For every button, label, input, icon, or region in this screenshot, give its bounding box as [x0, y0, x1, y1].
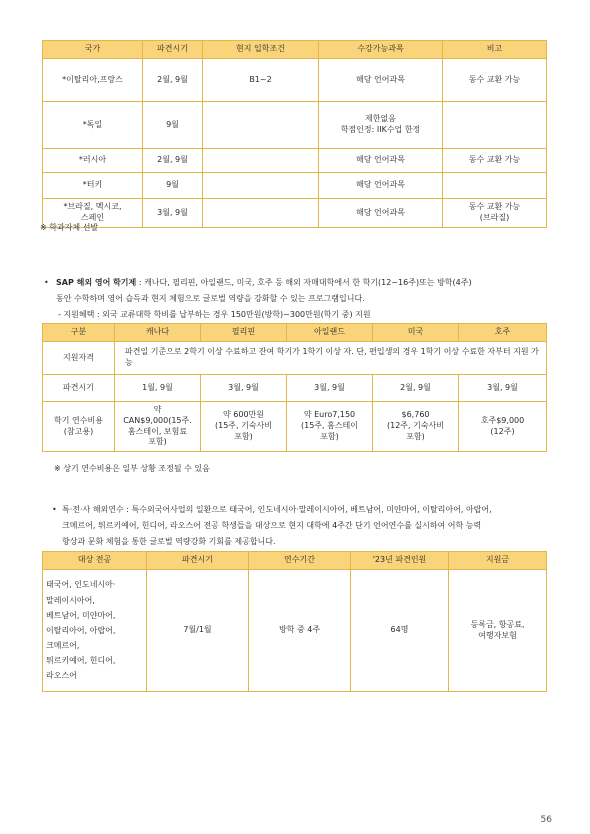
special-training-table	[42, 551, 547, 692]
special-paragraph	[52, 502, 552, 550]
table2-header: 구분	[43, 324, 115, 342]
table-row	[43, 342, 547, 375]
table2-note: ※ 상기 연수비용은 일부 상황 조정될 수 있음	[54, 464, 210, 473]
qualification-cell: 파견일 기준으로 2학기 이상 수료하고 잔여 학기가 1학기 이상 자. 단, 편입생의 경우 1학기 이상 수료한 자부터 지원 가능	[115, 342, 547, 375]
table-cell: 약 600만원 (15주, 기숙사비 포함)	[201, 402, 287, 452]
table1-header: 비고	[443, 41, 547, 59]
table-cell: 7월/1월	[147, 570, 249, 692]
table-row	[43, 199, 547, 228]
table-cell: 해당 언어과목	[319, 59, 443, 102]
table3-header: 지원금	[449, 552, 547, 570]
table-cell: 동수 교환 가능 (브라질)	[443, 199, 547, 228]
table-cell: 9월	[143, 173, 203, 199]
table-row	[43, 375, 547, 402]
table-cell: 3월, 9월	[143, 199, 203, 228]
table-cell: 태국어, 인도네시아· 말레이시아어, 베트남어, 미얀마어, 이탈리아어, 아랍어, 크메르어, 튀르키예어, 힌디어, 라오스어	[43, 570, 147, 692]
table-cell: 동수 교환 가능	[443, 149, 547, 173]
sap-description: : 캐나다, 필리핀, 아일랜드, 미국, 호주 등 해외 자매대학에서 한 학기(12~16주)또는 방학(4주)	[136, 278, 472, 287]
exchange-country-table	[42, 40, 547, 228]
table2-header: 호주	[459, 324, 547, 342]
table3-header: 대상 전공	[43, 552, 147, 570]
special-line3: 향상과 문화 체험을 통한 글로벌 역량강화 기회를 제공합니다.	[62, 537, 276, 546]
table-cell: 3월, 9월	[459, 375, 547, 402]
table-cell	[203, 173, 319, 199]
row-label: 학기 연수비용 (참고용)	[43, 402, 115, 452]
table-row	[43, 402, 547, 452]
sap-description-line2: 동안 수학하며 영어 습득과 현지 체험으로 글로벌 역량을 강화할 수 있는 프로그램입니다.	[56, 294, 365, 303]
table-row	[43, 59, 547, 102]
table-cell	[443, 173, 547, 199]
table-cell: *러시아	[43, 149, 143, 173]
table-cell: 2월, 9월	[143, 59, 203, 102]
table3-header: '23년 파견인원	[351, 552, 449, 570]
table-cell: 해당 언어과목	[319, 149, 443, 173]
table-row	[43, 149, 547, 173]
table1-header: 수강가능과목	[319, 41, 443, 59]
page-number: 56	[540, 815, 552, 825]
table-cell: 약 Euro7,150 (15주, 홈스테이 포함)	[287, 402, 373, 452]
table-cell: 64명	[351, 570, 449, 692]
table-cell: 9월	[143, 102, 203, 149]
table-cell: *이탈리아,프랑스	[43, 59, 143, 102]
sap-table	[42, 323, 547, 452]
table1-note: ※ 학과자체 선발	[40, 223, 99, 232]
table-cell: 등록금, 항공료, 여행자보험	[449, 570, 547, 692]
table1-header: 현지 입학조건	[203, 41, 319, 59]
table2-header: 필리핀	[201, 324, 287, 342]
row-label: 파견시기	[43, 375, 115, 402]
bullet-icon: •	[44, 278, 49, 287]
table-cell: B1~2	[203, 59, 319, 102]
special-line1: 특·전·사 해외연수 : 특수외국어사업의 일환으로 태국어, 인도네시아·말레이시아어, 베트남어, 미얀마어, 이탈리아어, 아랍어,	[62, 505, 492, 514]
table-cell: 해당 언어과목	[319, 199, 443, 228]
table-cell: 제한없음 학점인정: IIK수업 한정	[319, 102, 443, 149]
table3-header: 파견시기	[147, 552, 249, 570]
table-cell: 1월, 9월	[115, 375, 201, 402]
table-cell: *터키	[43, 173, 143, 199]
table-cell: 2월, 9월	[143, 149, 203, 173]
table-cell: 동수 교환 가능	[443, 59, 547, 102]
table-cell	[203, 102, 319, 149]
special-line2: 크메르어, 튀르키예어, 힌디어, 라오스어 전공 학생들을 대상으로 현지 대학에 4주간 단기 언어연수를 실시하여 어학 능력	[62, 521, 482, 530]
table-cell: 해당 언어과목	[319, 173, 443, 199]
table-cell	[443, 102, 547, 149]
table2-header: 캐나다	[115, 324, 201, 342]
table-cell: 3월, 9월	[201, 375, 287, 402]
table-cell: $6,760 (12주, 기숙사비 포함)	[373, 402, 459, 452]
table-row	[43, 102, 547, 149]
table-row	[43, 570, 547, 692]
table-row	[43, 173, 547, 199]
row-label: 지원자격	[43, 342, 115, 375]
table2-header: 미국	[373, 324, 459, 342]
table-cell: 2월, 9월	[373, 375, 459, 402]
table-cell: 3월, 9월	[287, 375, 373, 402]
sap-paragraph	[44, 275, 554, 323]
table-cell: 방학 중 4주	[249, 570, 351, 692]
table1-header: 파견시기	[143, 41, 203, 59]
sap-title: SAP 해외 영어 학기제	[56, 278, 137, 287]
table-cell	[203, 149, 319, 173]
table-cell	[203, 199, 319, 228]
table1-header: 국가	[43, 41, 143, 59]
table-cell: 호주$9,000 (12주)	[459, 402, 547, 452]
table-cell: *독일	[43, 102, 143, 149]
table3-header: 연수기간	[249, 552, 351, 570]
table-cell: 약 CAN$9,000(15주. 홈스테이, 보험료 포함)	[115, 402, 201, 452]
sap-benefit: - 지원혜택 : 외국 교류대학 학비를 납부하는 경우 150만원(방학)~300만원(학기 중) 지원	[58, 310, 371, 319]
bullet-icon: •	[52, 505, 57, 514]
table-cell: *브라질, 멕시코, 스페인	[43, 199, 143, 228]
table2-header: 아일랜드	[287, 324, 373, 342]
